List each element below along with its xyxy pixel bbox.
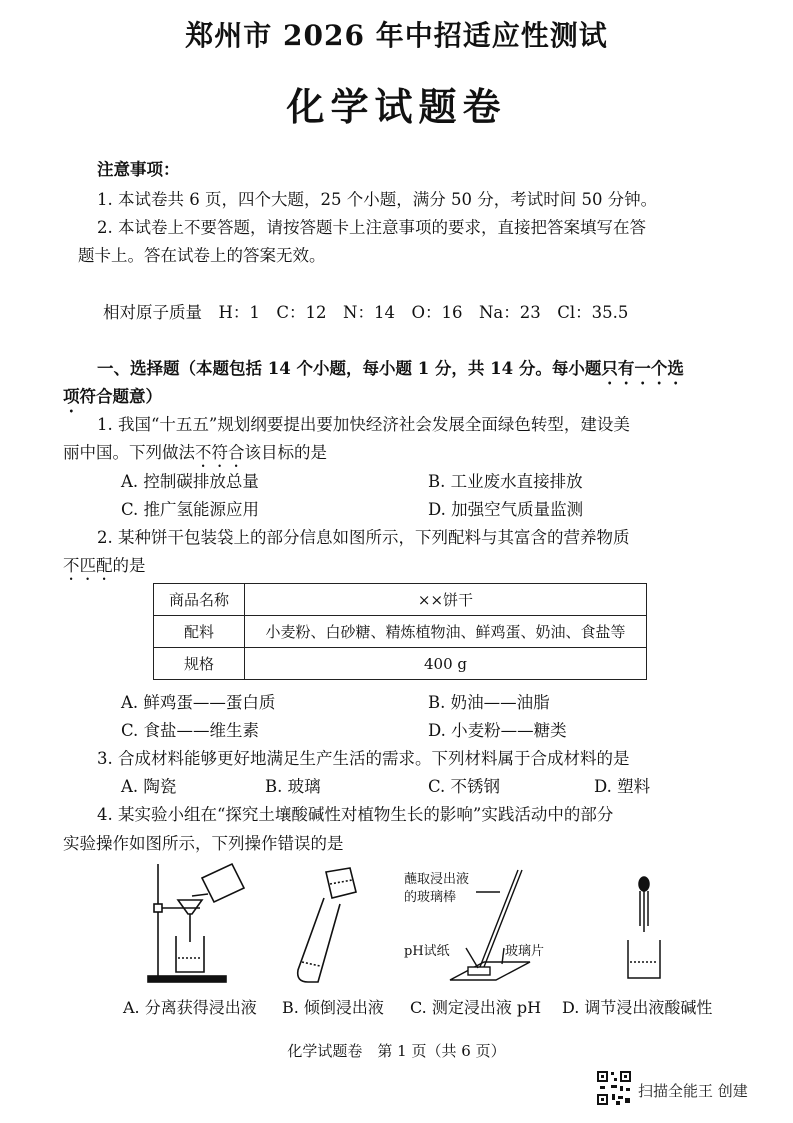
notice-item-2-line1: 2. 本试卷上不要答题，请按答题卡上注意事项的要求，直接把答案填写在答 <box>97 218 646 237</box>
paper-subtitle: 化学试题卷 <box>286 84 507 129</box>
figure-caption-b: B. 倾倒浸出液 <box>282 998 384 1017</box>
q4-stem-line1: 4. 某实验小组在“探究土壤酸碱性对植物生长的影响”实践活动中的部分 <box>97 805 614 824</box>
section1-heading-emphasis-2: 项 <box>63 387 80 406</box>
rod-label-line2: 的玻璃棒 <box>404 890 457 905</box>
q3-option-d: D. 塑料 <box>594 777 651 796</box>
q1-stem-post: 该目标的是 <box>244 443 327 462</box>
ph-paper-label: pH试纸 <box>404 944 450 959</box>
q1-option-b: B. 工业废水直接排放 <box>428 472 583 491</box>
q1-option-a: A. 控制碳排放总量 <box>121 472 259 491</box>
scanner-watermark-text: 扫描全能王 创建 <box>638 1082 748 1100</box>
exam-title: 郑州市 2026 年中招适应性测试 <box>185 19 608 52</box>
q1-option-d: D. 加强空气质量监测 <box>428 500 584 519</box>
q2-option-b: B. 奶油——油脂 <box>428 693 550 712</box>
qr-code-icon <box>596 1070 632 1106</box>
table-row <box>154 648 647 680</box>
q1-stem-emphasis: 不符合 <box>195 443 245 462</box>
table-cell-label: 配料 <box>154 616 245 648</box>
table-cell-value: 400 g <box>245 648 647 680</box>
table-cell-value: 小麦粉、白砂糖、精炼植物油、鲜鸡蛋、奶油、食盐等 <box>245 616 647 648</box>
q2-option-a: A. 鲜鸡蛋——蛋白质 <box>121 693 276 712</box>
rod-label-line1: 蘸取浸出液 <box>404 872 470 887</box>
q1-option-c: C. 推广氢能源应用 <box>121 500 260 519</box>
pouring-illustration <box>290 858 385 986</box>
q2-option-c: C. 食盐——维生素 <box>121 721 260 740</box>
q3-option-b: B. 玻璃 <box>265 777 321 796</box>
q4-stem-line2: 实验操作如图所示，下列操作错误的是 <box>63 834 344 853</box>
q2-stem-post: 的是 <box>112 556 146 575</box>
section1-heading-emphasis: 只有一个选 <box>601 359 684 378</box>
table-cell-value: ××饼干 <box>245 584 647 616</box>
q3-stem: 3. 合成材料能够更好地满足生产生活的需求。下列材料属于合成材料的是 <box>97 749 630 768</box>
figure-caption-a: A. 分离获得浸出液 <box>123 998 257 1017</box>
q2-option-d: D. 小麦粉——糖类 <box>428 721 567 740</box>
table-cell-label: 商品名称 <box>154 584 245 616</box>
figure-caption-d: D. 调节浸出液酸碱性 <box>562 998 713 1017</box>
product-info-table <box>153 583 647 680</box>
section1-heading-text: 一、选择题（本题包括 14 个小题，每小题 1 分，共 14 分。每小题 <box>97 359 602 378</box>
notice-item-2-line2: 题卡上。答在试卷上的答案无效。 <box>78 246 326 265</box>
page-footer: 化学试题卷 第 1 页（共 6 页） <box>287 1042 506 1060</box>
q1-stem-line2 <box>63 439 327 471</box>
ph-test-illustration <box>420 868 540 988</box>
table-row <box>154 616 647 648</box>
table-cell-label: 规格 <box>154 648 245 680</box>
q2-stem-emphasis: 不匹配 <box>63 556 113 575</box>
table-row <box>154 584 647 616</box>
dropper-illustration <box>618 874 668 984</box>
q1-stem-line1: 1. 我国“十五五”规划纲要提出要加快经济社会发展全面绿色转型，建设美 <box>97 415 630 434</box>
q1-stem-pre: 丽中国。下列做法 <box>63 443 195 462</box>
figure-caption-c: C. 测定浸出液 pH <box>410 998 542 1017</box>
q3-option-c: C. 不锈钢 <box>428 777 501 796</box>
atomic-mass-line: 相对原子质量 H：1 C：12 N：14 O：16 Na：23 Cl：35.5 <box>103 303 629 322</box>
filtration-setup-illustration <box>140 860 260 985</box>
q2-stem-line1: 2. 某种饼干包装袋上的部分信息如图所示，下列配料与其富含的营养物质 <box>97 528 630 547</box>
notice-heading: 注意事项： <box>97 160 180 179</box>
q2-stem-line2 <box>63 552 146 584</box>
section1-heading-tail: 符合题意） <box>79 387 162 406</box>
notice-item-1: 1. 本试卷共 6 页，四个大题，25 个小题，满分 50 分，考试时间 50 分钟。 <box>97 190 658 209</box>
q3-option-a: A. 陶瓷 <box>121 777 177 796</box>
section1-heading <box>97 355 684 388</box>
glass-slide-label: 玻璃片 <box>505 944 545 959</box>
